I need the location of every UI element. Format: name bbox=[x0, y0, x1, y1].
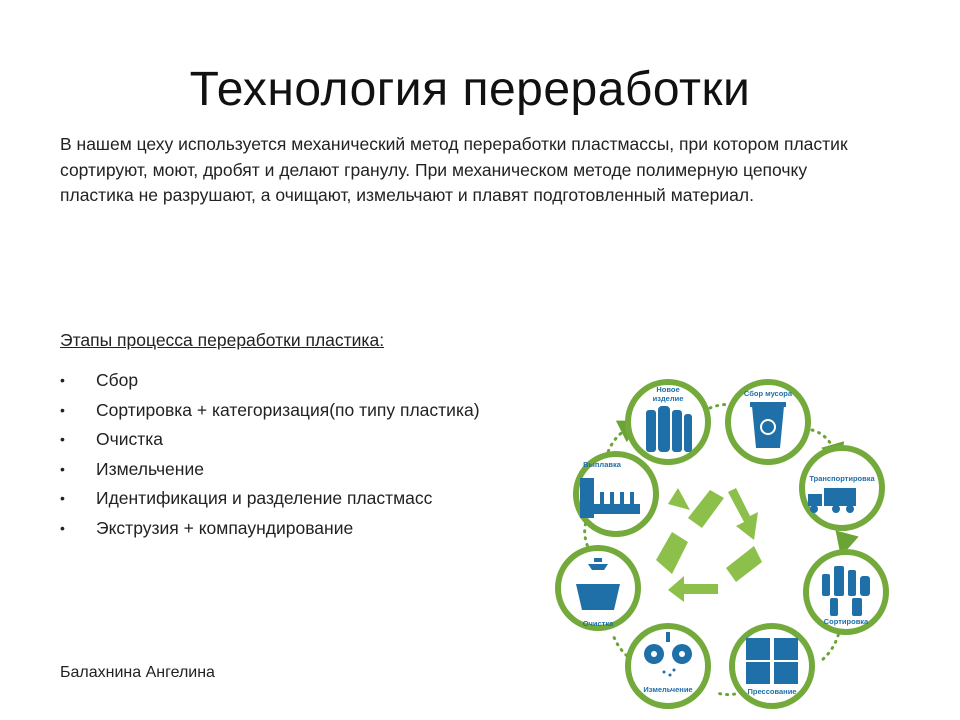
recycling-cycle-diagram bbox=[540, 370, 900, 720]
recycle-icon bbox=[656, 488, 762, 602]
bullet: • bbox=[60, 490, 65, 506]
stage-transport-label: Транспортировка bbox=[809, 474, 875, 483]
bullet: • bbox=[60, 401, 65, 418]
stage-washing bbox=[558, 548, 638, 628]
stage-transport bbox=[802, 448, 882, 528]
stage-label: Сбор bbox=[96, 370, 139, 390]
stages-heading: Этапы процесса переработки пластика: bbox=[60, 330, 385, 350]
stage-sorting-label: Сортировка bbox=[823, 617, 869, 626]
stage-label: Измельчение bbox=[96, 458, 204, 479]
stage-label: Экструзия + компаундирование bbox=[96, 517, 354, 538]
stage-pressing-label: Прессование bbox=[747, 687, 797, 696]
stage-collection bbox=[728, 382, 808, 462]
list-item bbox=[60, 514, 480, 544]
stage-sorting bbox=[806, 552, 886, 632]
stage-washing-label: Очистка bbox=[582, 619, 614, 628]
stages-list bbox=[60, 366, 480, 543]
stage-label: Идентификация и разделение пластмасс bbox=[96, 488, 433, 508]
stage-shredding bbox=[628, 626, 708, 706]
stage-melting-label: Выплавка bbox=[583, 460, 621, 469]
bullet: • bbox=[60, 431, 65, 447]
stage-new-product bbox=[628, 382, 708, 462]
stage-collection-label: Сбор мусора bbox=[743, 389, 793, 398]
list-item bbox=[60, 396, 480, 426]
stage-label: Сортировка + категоризация(по типу пластика) bbox=[96, 399, 480, 420]
intro-paragraph: В нашем цеху используется механический метод переработки пластмассы, при котором пластик сортируют, моют, дробят и делают гранулу. При механическом методе полимерную цепочку пластика не разрушают, а очищают, измельчают и плавят подготовленный материал. bbox=[60, 134, 848, 205]
list-item bbox=[60, 366, 480, 396]
stage-new-product-label-2: изделие bbox=[652, 394, 684, 403]
list-item bbox=[60, 484, 480, 514]
bullet: • bbox=[60, 460, 65, 477]
trash-bin-icon bbox=[750, 402, 786, 448]
stage-melting bbox=[576, 454, 656, 534]
stage-label: Очистка bbox=[96, 429, 164, 449]
bullet: • bbox=[60, 372, 65, 388]
stage-pressing bbox=[732, 626, 812, 706]
list-item bbox=[60, 425, 480, 455]
list-item bbox=[60, 455, 480, 485]
bullet: • bbox=[60, 519, 65, 536]
stage-shredding-label: Измельчение bbox=[643, 685, 693, 694]
author-name: Балахнина Ангелина bbox=[60, 664, 215, 681]
slide-title: Технология переработки bbox=[189, 63, 751, 116]
stage-new-product-label-1: Новое bbox=[656, 385, 680, 394]
